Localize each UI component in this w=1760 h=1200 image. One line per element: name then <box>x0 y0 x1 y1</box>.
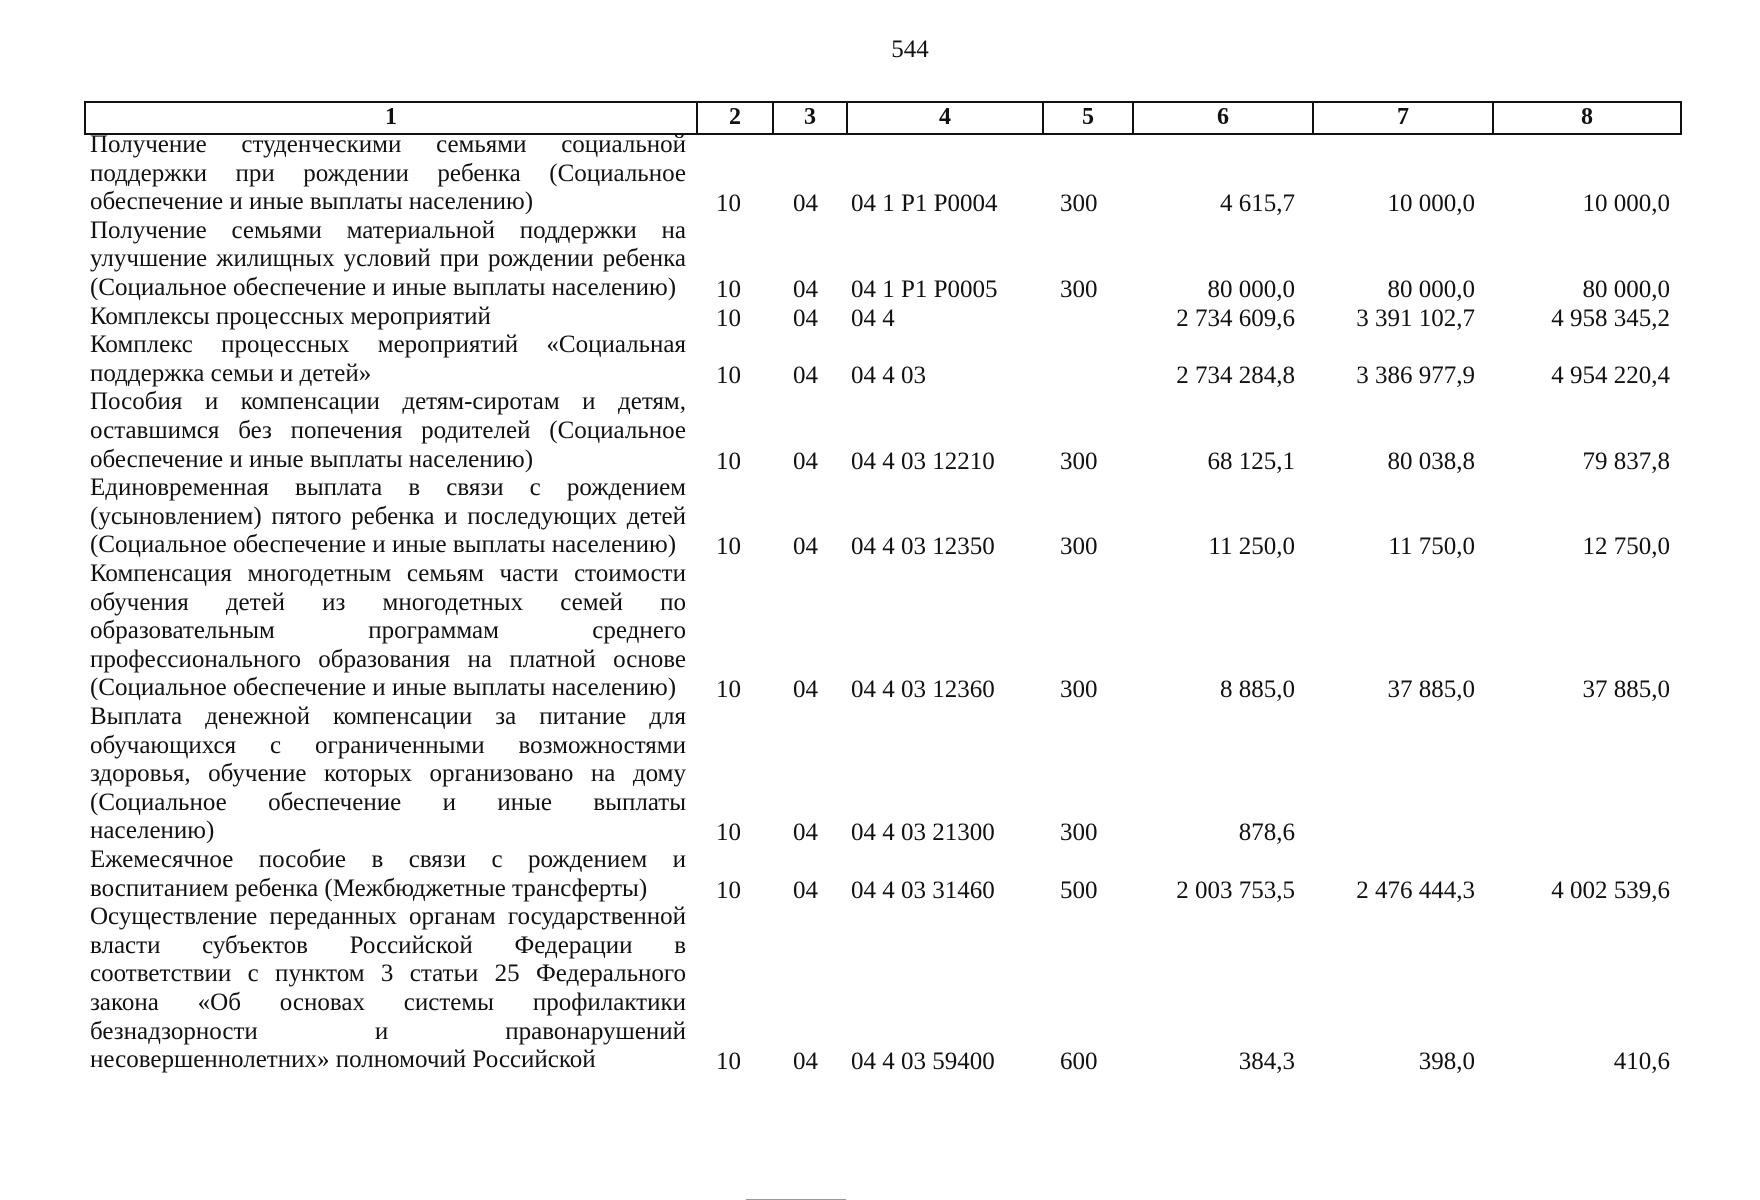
cell-col-2: 10 <box>716 819 741 847</box>
row-description <box>90 131 686 217</box>
header-col-7: 7 <box>1314 103 1494 133</box>
header-col-8: 8 <box>1581 104 1593 130</box>
cell-col-5: 600 <box>1060 1048 1098 1076</box>
cell-col-4: 04 1 Р1 Р0005 <box>851 276 998 303</box>
cell-col-4: 04 4 <box>851 304 895 332</box>
description-line: (усыновлением) пятого ребенка и последующих детей <box>90 502 686 530</box>
cell-col-7: 11 750,0 <box>1388 533 1475 561</box>
cell-col-7: 3 386 977,9 <box>1356 361 1475 389</box>
cell-col-5: 300 <box>1060 190 1098 218</box>
cell-col-6: 878,6 <box>1238 819 1295 847</box>
cell-col-4: 04 4 03 12350 <box>851 533 995 561</box>
cell-col-4: 04 4 03 12210 <box>851 447 995 475</box>
cell-col-2: 10 <box>716 1048 741 1076</box>
description-line: образовательным программам среднего <box>90 617 686 645</box>
description-line: профессионального образования на платной основе <box>90 645 686 673</box>
cell-col-3: 04 <box>793 276 818 303</box>
description-line: Комплексы процессных мероприятий <box>90 302 491 330</box>
cell-col-7: 3 391 102,7 <box>1356 304 1475 332</box>
description-line: населению) <box>90 817 215 845</box>
description-line: Получение семьями материальной поддержки на <box>90 216 686 244</box>
cell-col-4: 04 4 03 21300 <box>851 819 995 847</box>
cell-col-7: 2 476 444,3 <box>1356 876 1475 904</box>
cell-col-6: 2 734 284,8 <box>1176 361 1295 389</box>
cell-col-5: 300 <box>1060 447 1098 475</box>
description-line: Комплекс процессных мероприятий «Социальная <box>90 331 686 359</box>
cell-col-3: 04 <box>793 1048 818 1076</box>
description-line: обучающихся с ограниченными возможностями <box>90 731 686 759</box>
row-description <box>90 474 686 560</box>
description-line: соответствии с пунктом 3 статьи 25 Федерального <box>90 960 686 988</box>
description-line: оставшимся без попечения родителей (Социальное <box>90 416 686 444</box>
description-line: власти субъектов Российской Федерации в <box>90 931 686 959</box>
cell-col-8: 80 000,0 <box>1582 276 1670 303</box>
row-description <box>90 903 686 1075</box>
cell-col-2: 10 <box>716 190 741 218</box>
cell-col-8: 410,6 <box>1613 1048 1670 1076</box>
cell-col-4: 04 4 03 31460 <box>851 876 995 904</box>
description-line: (Социальное обеспечение и иные выплаты населению) <box>90 674 677 702</box>
row-description <box>90 303 686 332</box>
cell-col-7: 398,0 <box>1418 1048 1475 1076</box>
cell-col-2: 10 <box>716 533 741 561</box>
cell-col-7: 37 885,0 <box>1387 676 1475 704</box>
cell-col-4: 04 4 03 <box>851 361 926 389</box>
cell-col-5: 300 <box>1060 276 1098 303</box>
cell-col-5: 300 <box>1060 533 1098 561</box>
row-description <box>90 388 686 474</box>
cell-col-4: 04 4 03 12360 <box>851 676 995 704</box>
description-line: обучения детей из многодетных семей по <box>90 588 686 616</box>
row-description <box>90 331 686 388</box>
cell-col-7: 10 000,0 <box>1387 190 1475 218</box>
description-line: поддержка семьи и детей» <box>90 359 372 387</box>
cell-col-6: 8 885,0 <box>1220 676 1295 704</box>
cell-col-2: 10 <box>716 276 741 303</box>
cell-col-7: 80 038,8 <box>1387 447 1475 475</box>
header-col-6: 6 <box>1134 103 1314 133</box>
description-line: (Социальное обеспечение и иные выплаты населению) <box>90 273 677 301</box>
cell-col-8: 4 954 220,4 <box>1551 361 1670 389</box>
cell-col-3: 04 <box>793 447 818 475</box>
description-line: (Социальное обеспечение и иные выплаты населению) <box>90 531 677 559</box>
cell-col-8: 4 958 345,2 <box>1551 304 1670 332</box>
header-col-1: 1 <box>86 103 698 133</box>
description-line: закона «Об основах системы профилактики <box>90 988 686 1016</box>
cell-col-5: 500 <box>1060 876 1098 904</box>
row-description <box>90 703 686 846</box>
description-line: воспитанием ребенка (Межбюджетные трансферты) <box>90 874 648 902</box>
cell-col-3: 04 <box>793 533 818 561</box>
cell-col-5: 300 <box>1060 676 1098 704</box>
cell-col-3: 04 <box>793 361 818 389</box>
cell-col-8: 12 750,0 <box>1582 533 1670 561</box>
description-line: Ежемесячное пособие в связи с рождением и <box>90 846 686 873</box>
description-line: поддержки при рождении ребенка (Социальное <box>90 159 686 187</box>
description-line: Получение студенческими семьями социальной <box>90 131 686 158</box>
description-line: обеспечение и иные выплаты населению) <box>90 445 534 473</box>
description-line: Пособия и компенсации детям-сиротам и детям, <box>90 388 686 416</box>
description-line: обеспечение и иные выплаты населению) <box>90 188 534 216</box>
cell-col-2: 10 <box>716 876 741 904</box>
cell-col-3: 04 <box>793 676 818 704</box>
description-line: Выплата денежной компенсации за питание для <box>90 703 686 730</box>
cell-col-8: 79 837,8 <box>1582 447 1670 475</box>
cell-col-8: 4 002 539,6 <box>1551 876 1670 904</box>
cell-col-3: 04 <box>793 876 818 904</box>
description-line: улучшение жилищных условий при рождении ребенка <box>90 245 686 273</box>
cell-col-7: 80 000,0 <box>1387 276 1475 303</box>
description-line: безнадзорности и правонарушений <box>90 1017 686 1045</box>
row-description <box>90 560 686 703</box>
description-line: здоровья, обучение которых организовано на дому <box>90 760 686 788</box>
cell-col-2: 10 <box>716 304 741 332</box>
cell-col-3: 04 <box>793 190 818 218</box>
row-description <box>90 217 686 303</box>
description-line: (Социальное обеспечение и иные выплаты <box>90 788 686 816</box>
cell-col-6: 2 734 609,6 <box>1176 304 1295 332</box>
table-header <box>84 101 1682 135</box>
cell-col-3: 04 <box>793 304 818 332</box>
description-line: Осуществление переданных органам государственной <box>90 903 686 931</box>
description-line: несовершеннолетних» полномочий Российской <box>90 1046 596 1074</box>
cell-col-2: 10 <box>716 676 741 704</box>
header-col-3: 3 <box>774 103 848 133</box>
cell-col-4: 04 1 Р1 Р0004 <box>851 190 998 218</box>
header-col-4: 4 <box>848 103 1044 133</box>
page-number: 544 <box>891 36 929 63</box>
cell-col-3: 04 <box>793 819 818 847</box>
cell-col-6: 80 000,0 <box>1207 276 1295 303</box>
cell-col-5: 300 <box>1060 819 1098 847</box>
header-col-2: 2 <box>698 103 774 133</box>
cell-col-4: 04 4 03 59400 <box>851 1048 995 1076</box>
row-description <box>90 846 686 903</box>
cell-col-6: 68 125,1 <box>1207 447 1295 475</box>
cell-col-2: 10 <box>716 447 741 475</box>
cell-col-6: 4 615,7 <box>1220 190 1295 218</box>
description-line: Компенсация многодетным семьям части стоимости <box>90 560 686 587</box>
description-line: Единовременная выплата в связи с рождением <box>90 474 686 502</box>
cell-col-8: 37 885,0 <box>1582 676 1670 704</box>
cell-col-6: 11 250,0 <box>1208 533 1295 561</box>
cell-col-2: 10 <box>716 361 741 389</box>
cell-col-6: 2 003 753,5 <box>1176 876 1295 904</box>
header-col-5: 5 <box>1044 103 1134 133</box>
cell-col-6: 384,3 <box>1238 1048 1295 1076</box>
cell-col-8: 10 000,0 <box>1582 190 1670 218</box>
